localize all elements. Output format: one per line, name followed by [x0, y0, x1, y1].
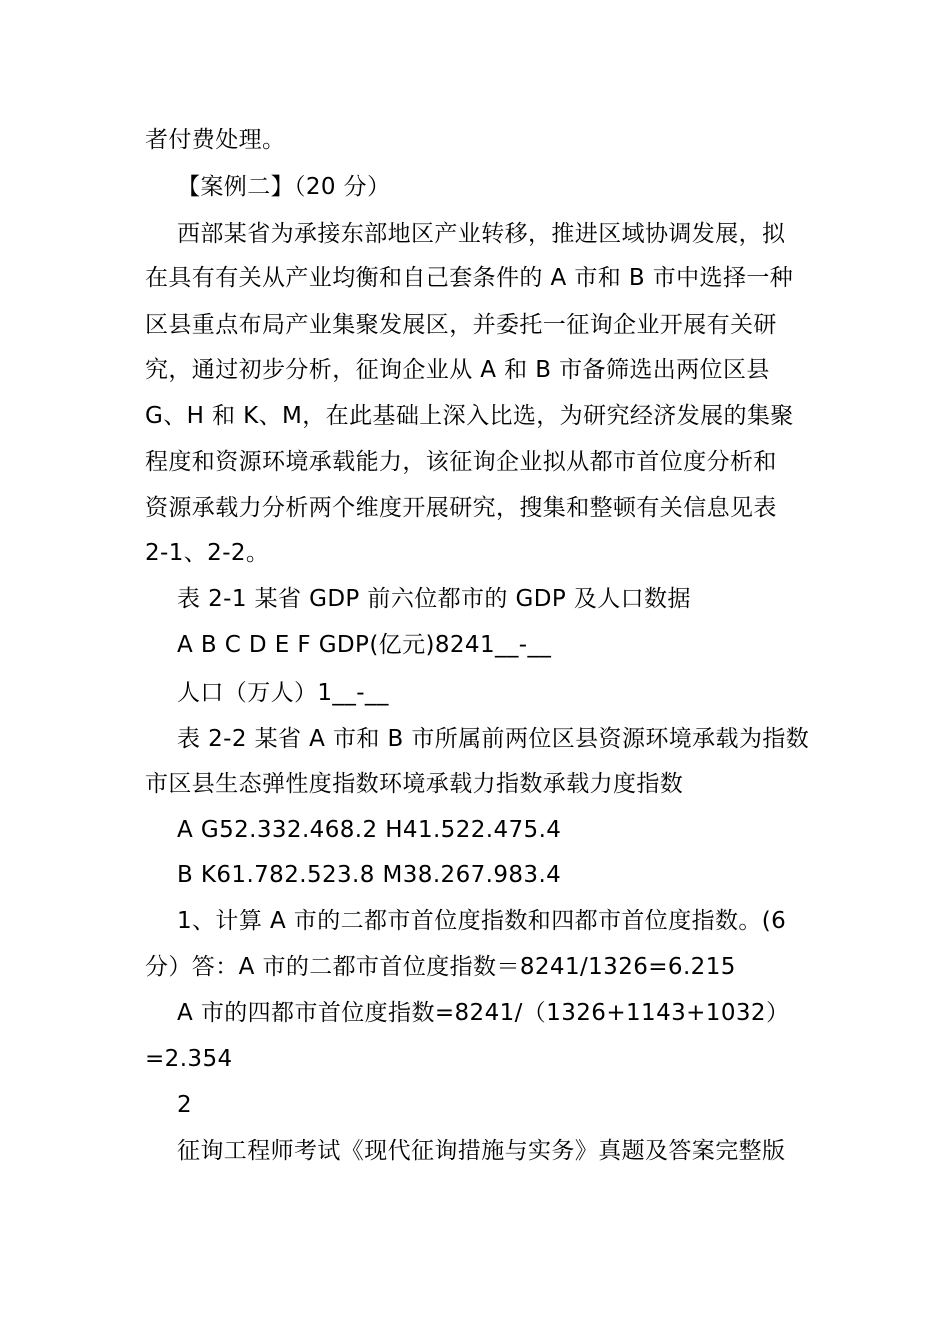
text-line: 区县重点布局产业集聚发展区，并委托一征询企业开展有关研 [145, 312, 777, 338]
text-line: 资源承载力分析两个维度开展研究，搜集和整顿有关信息见表 [145, 495, 777, 521]
document-title: 征询工程师考试《现代征询措施与实务》真题及答案完整版 [177, 1138, 786, 1164]
text-line: 程度和资源环境承载能力，该征询企业拟从都市首位度分析和 [145, 449, 777, 475]
answer-line: =2.354 [145, 1046, 233, 1072]
table-row: B K61.782.523.8 M38.267.983.4 [177, 862, 562, 888]
answer-line: A 市的四都市首位度指数=8241/（1326+1143+1032） [177, 1000, 790, 1026]
table-caption: 表 2-1 某省 GDP 前六位都市的 GDP 及人口数据 [177, 586, 691, 612]
question-line: 1、计算 A 市的二都市首位度指数和四都市首位度指数。(6 [177, 908, 787, 934]
page-number: 2 [177, 1092, 193, 1118]
table-row: A B C D E F GDP(亿元)8241__-__ [177, 632, 552, 658]
text-line: 究，通过初步分析，征询企业从 A 和 B 市备筛选出两位区县 [145, 357, 770, 383]
text-line: 2-1、2-2。 [145, 540, 270, 566]
text-line: 者付费处理。 [145, 127, 286, 153]
answer-line: 分）答：A 市的二都市首位度指数＝8241/1326=6.215 [145, 954, 736, 980]
table-row: A G52.332.468.2 H41.522.475.4 [177, 817, 562, 843]
text-line: 在具有有关从产业均衡和自己套条件的 A 市和 B 市中选择一种 [145, 265, 794, 291]
case-heading: 【案例二】（20 分） [177, 174, 391, 200]
text-line: G、H 和 K、M，在此基础上深入比选，为研究经济发展的集聚 [145, 403, 794, 429]
table-caption: 表 2-2 某省 A 市和 B 市所属前两位区县资源环境承载为指数 [177, 726, 810, 752]
text-line: 西部某省为承接东部地区产业转移，推进区域协调发展，拟 [177, 221, 786, 247]
table-header: 市区县生态弹性度指数环境承载力指数承载力度指数 [145, 771, 684, 797]
table-row: 人口（万人）1__-__ [177, 680, 389, 706]
